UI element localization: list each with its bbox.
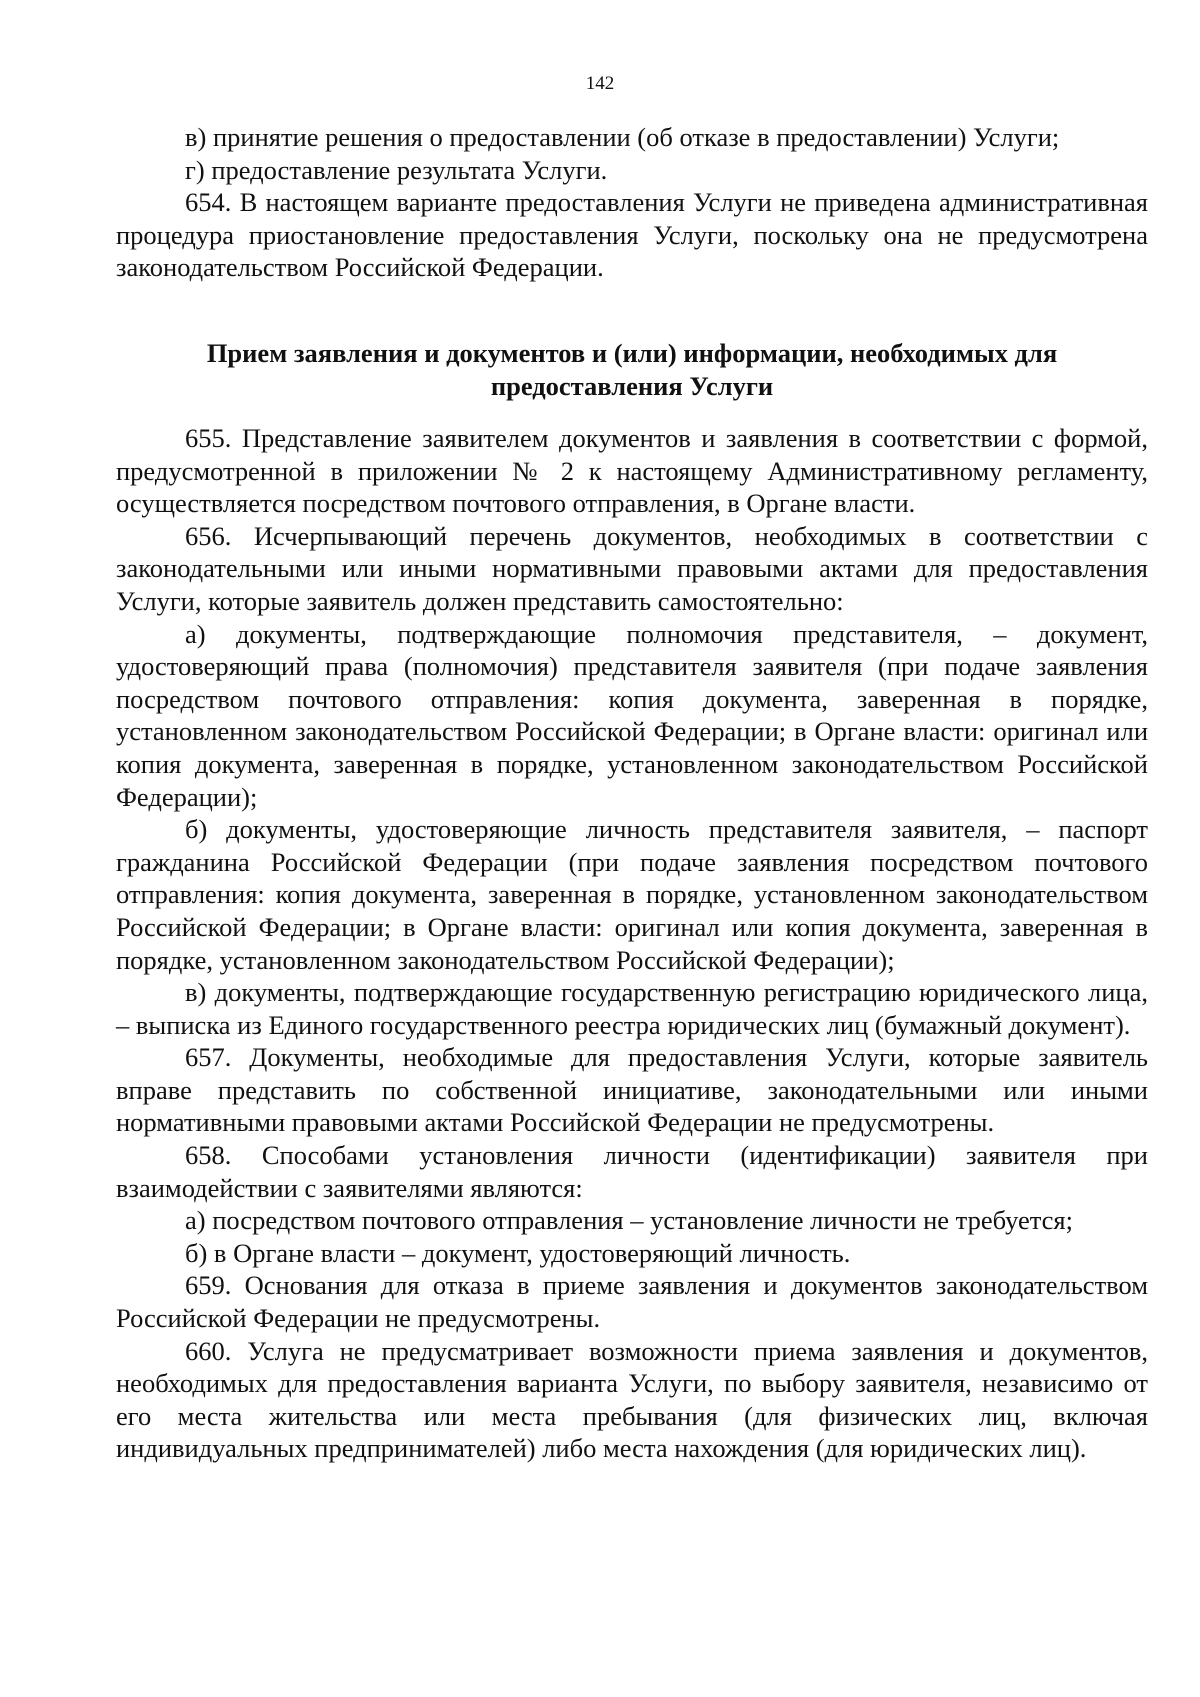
paragraph: 660. Услуга не предусматривает возможности приема заявления и документов, необходимых для предоставления варианта Услуги, по выбору заявителя, независимо от его места жительства или места пребывания (для физических лиц, включая индивидуальных предпринимателей) либо места нахождения (для юридических лиц).	[116, 1335, 1148, 1464]
paragraph: 658. Способами установления личности (идентификации) заявителя при взаимодействии с заявителями являются:	[116, 1140, 1148, 1203]
page-number: 142	[585, 73, 615, 94]
paragraph: 659. Основания для отказа в приеме заявления и документов законодательством Российской Федерации не предусмотрены.	[116, 1270, 1148, 1334]
paragraph: а) посредством почтового отправления – установление личности не требуется;	[185, 1205, 1073, 1236]
main-text-block	[116, 422, 1148, 1465]
paragraph: 655. Представление заявителем документов и заявления в соответствии с формой, предусмотренной в приложении № 2 к настоящему Административному регламенту, осуществляется посредством почтового отправления, в Органе власти.	[116, 423, 1148, 519]
paragraph: 657. Документы, необходимые для предоставления Услуги, которые заявитель вправе представить по собственной инициативе, законодательными или иными нормативными правовыми актами Российской Федерации не предусмотрены.	[116, 1042, 1148, 1138]
paragraph: 656. Исчерпывающий перечень документов, необходимых в соответствии с законодательными или иными нормативными правовыми актами для предоставления Услуги, которые заявитель должен представить самостоятельно:	[116, 520, 1148, 616]
paragraph: а) документы, подтверждающие полномочия представителя, – документ, удостоверяющий права (полномочия) представителя заявителя (при подаче заявления посредством почтового отправления: копия документа, заверенная в порядке, установленном законодательством Российской Федерации; в Органе власти: оригинал или копия документа, заверенная в порядке, установленном законодательством Российской Федерации);	[116, 618, 1148, 812]
paragraph: б) в Органе власти – документ, удостоверяющий личность.	[185, 1237, 851, 1268]
top-text-block	[116, 121, 1148, 284]
paragraph: в) документы, подтверждающие государственную регистрацию юридического лица, – выписка из Единого государственного реестра юридических лиц (бумажный документ).	[116, 977, 1148, 1040]
paragraph: 654. В настоящем варианте предоставления Услуги не приведена административная процедура приостановление предоставления Услуги, поскольку она не предусмотрена законодательством Российской Федерации.	[116, 187, 1148, 283]
paragraph: г) предоставление результата Услуги.	[185, 154, 608, 185]
section-title: Прием заявления и документов и (или) информации, необходимых для предоставления Услуги	[206, 338, 1058, 401]
paragraph: в) принятие решения о предоставлении (об отказе в предоставлении) Услуги;	[185, 122, 1060, 152]
paragraph: б) документы, удостоверяющие личность представителя заявителя, – паспорт гражданина Российской Федерации (при подаче заявления посредством почтового отправления: копия документа, заверенная в порядке, установленном законодательством Российской Федерации; в Органе власти: оригинал или копия документа, заверенная в порядке, установленном законодательством Российской Федерации);	[116, 814, 1148, 975]
